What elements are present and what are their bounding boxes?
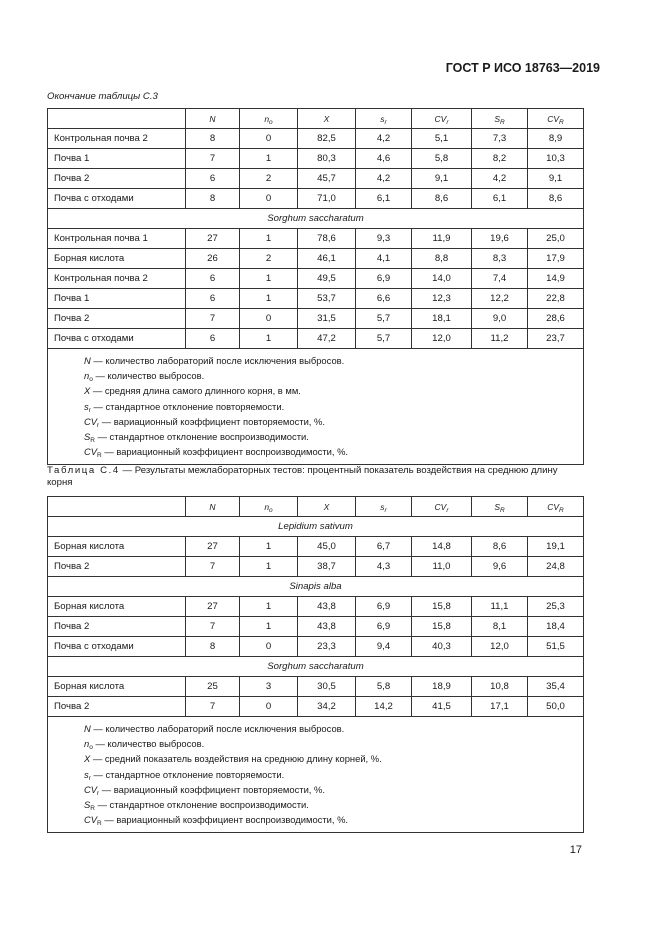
value-cell: 12,0 xyxy=(472,637,528,657)
table-c4 xyxy=(47,496,584,833)
sample-name: Почва 2 xyxy=(48,309,186,329)
species-name: Lepidium sativum xyxy=(48,517,584,537)
column-header xyxy=(472,109,528,129)
column-symbol: CV xyxy=(547,113,560,124)
column-header xyxy=(186,497,240,517)
sample-name: Почва с отходами xyxy=(48,189,186,209)
value-cell: 6,9 xyxy=(356,617,412,637)
column-subscript: R xyxy=(559,506,564,514)
value-cell: 11,9 xyxy=(412,229,472,249)
sample-name: Борная кислота xyxy=(48,597,186,617)
notes-row xyxy=(48,349,584,465)
value-cell: 1 xyxy=(240,149,298,169)
value-cell: 8,9 xyxy=(528,129,584,149)
value-cell: 25,0 xyxy=(528,229,584,249)
table-row xyxy=(48,677,584,697)
note-text: — вариационный коэффициент воспроизводимости, %. xyxy=(101,814,349,826)
value-cell: 8,3 xyxy=(472,249,528,269)
value-cell: 9,6 xyxy=(472,557,528,577)
note-line xyxy=(84,399,583,414)
value-cell: 12,3 xyxy=(412,289,472,309)
column-subscript: r xyxy=(446,506,449,514)
table-row xyxy=(48,597,584,617)
note-symbol: N xyxy=(84,355,91,366)
value-cell: 34,2 xyxy=(298,697,356,717)
note-symbol: X xyxy=(84,385,91,397)
note-line xyxy=(84,782,583,797)
header-row xyxy=(48,497,584,517)
value-cell: 7,4 xyxy=(472,269,528,289)
value-cell: 19,1 xyxy=(528,537,584,557)
column-symbol: CV xyxy=(547,501,560,512)
value-cell: 6 xyxy=(186,329,240,349)
value-cell: 5,8 xyxy=(412,149,472,169)
value-cell: 10,8 xyxy=(472,677,528,697)
table-row xyxy=(48,537,584,557)
table-row xyxy=(48,617,584,637)
sample-name: Почва с отходами xyxy=(48,329,186,349)
note-line xyxy=(84,414,583,429)
value-cell: 82,5 xyxy=(298,129,356,149)
value-cell: 49,5 xyxy=(298,269,356,289)
column-symbol: N xyxy=(209,113,216,124)
table-notes xyxy=(48,717,584,833)
column-subscript: r xyxy=(384,506,387,514)
value-cell: 45,0 xyxy=(298,537,356,557)
value-cell: 8,2 xyxy=(472,149,528,169)
header-cell-blank xyxy=(48,497,186,517)
note-text: — стандартное отклонение воспроизводимости. xyxy=(94,799,309,811)
value-cell: 11,2 xyxy=(472,329,528,349)
value-cell: 8,6 xyxy=(472,537,528,557)
table-row xyxy=(48,149,584,169)
column-subscript: о xyxy=(269,506,273,514)
note-symbol: n xyxy=(84,738,90,750)
column-header xyxy=(528,109,584,129)
note-symbol: CV xyxy=(84,446,98,458)
value-cell: 9,4 xyxy=(356,637,412,657)
value-cell: 8 xyxy=(186,129,240,149)
species-row xyxy=(48,209,584,229)
value-cell: 11,1 xyxy=(472,597,528,617)
sample-name: Почва с отходами xyxy=(48,637,186,657)
table-row xyxy=(48,637,584,657)
value-cell: 28,6 xyxy=(528,309,584,329)
value-cell: 7 xyxy=(186,309,240,329)
value-cell: 7 xyxy=(186,557,240,577)
note-text: — стандартное отклонение повторяемости. xyxy=(90,768,285,780)
table-row xyxy=(48,249,584,269)
value-cell: 27 xyxy=(186,537,240,557)
header-cell-blank xyxy=(48,109,186,129)
note-subscript: r xyxy=(97,789,100,797)
note-subscript: R xyxy=(97,820,102,828)
sample-name: Почва 2 xyxy=(48,557,186,577)
value-cell: 8 xyxy=(186,189,240,209)
note-subscript: r xyxy=(97,421,100,429)
value-cell: 6,1 xyxy=(472,189,528,209)
value-cell: 53,7 xyxy=(298,289,356,309)
species-row xyxy=(48,657,584,677)
note-line xyxy=(84,353,583,368)
table-c4-number: Таблица С.4 xyxy=(47,465,120,476)
column-symbol: S xyxy=(494,501,500,512)
value-cell: 6,9 xyxy=(356,269,412,289)
species-name: Sorghum saccharatum xyxy=(48,209,584,229)
note-subscript: r xyxy=(88,406,91,414)
column-symbol: s xyxy=(380,501,385,512)
sample-name: Почва 1 xyxy=(48,289,186,309)
value-cell: 5,7 xyxy=(356,309,412,329)
value-cell: 1 xyxy=(240,557,298,577)
value-cell: 18,4 xyxy=(528,617,584,637)
note-subscript: о xyxy=(89,744,93,752)
value-cell: 4,1 xyxy=(356,249,412,269)
value-cell: 23,3 xyxy=(298,637,356,657)
value-cell: 6 xyxy=(186,269,240,289)
column-header xyxy=(472,497,528,517)
value-cell: 9,1 xyxy=(528,169,584,189)
value-cell: 27 xyxy=(186,597,240,617)
value-cell: 1 xyxy=(240,597,298,617)
table-row xyxy=(48,129,584,149)
note-symbol: s xyxy=(84,768,89,780)
value-cell: 38,7 xyxy=(298,557,356,577)
note-text: — количество выбросов. xyxy=(92,738,205,750)
column-subscript: R xyxy=(499,118,505,126)
table-row xyxy=(48,169,584,189)
value-cell: 14,2 xyxy=(356,697,412,717)
note-line xyxy=(84,444,583,459)
note-text: — стандартное отклонение повторяемости. xyxy=(90,400,285,412)
value-cell: 0 xyxy=(240,637,298,657)
value-cell: 19,6 xyxy=(472,229,528,249)
table-row xyxy=(48,189,584,209)
value-cell: 6 xyxy=(186,289,240,309)
value-cell: 8 xyxy=(186,637,240,657)
note-symbol: CV xyxy=(84,415,98,427)
column-header xyxy=(356,109,412,129)
column-subscript: r xyxy=(384,118,387,126)
value-cell: 1 xyxy=(240,329,298,349)
note-line xyxy=(84,736,583,751)
column-header xyxy=(298,109,356,129)
sample-name: Борная кислота xyxy=(48,677,186,697)
value-cell: 11,0 xyxy=(412,557,472,577)
column-symbol: S xyxy=(494,113,500,124)
column-header xyxy=(528,497,584,517)
note-symbol: S xyxy=(84,799,91,811)
note-line xyxy=(84,721,583,736)
value-cell: 43,8 xyxy=(298,597,356,617)
value-cell: 3 xyxy=(240,677,298,697)
sample-name: Почва 2 xyxy=(48,617,186,637)
value-cell: 80,3 xyxy=(298,149,356,169)
value-cell: 78,6 xyxy=(298,229,356,249)
table-notes xyxy=(48,349,584,465)
table-c4-caption xyxy=(47,465,585,489)
note-symbol: S xyxy=(84,431,91,443)
species-name: Sorghum saccharatum xyxy=(48,657,584,677)
notes-row xyxy=(48,717,584,833)
value-cell: 47,2 xyxy=(298,329,356,349)
value-cell: 14,0 xyxy=(412,269,472,289)
column-subscript: R xyxy=(499,506,505,514)
column-header xyxy=(298,497,356,517)
note-line xyxy=(84,797,583,812)
column-symbol: n xyxy=(264,113,270,124)
value-cell: 31,5 xyxy=(298,309,356,329)
value-cell: 14,9 xyxy=(528,269,584,289)
value-cell: 7,3 xyxy=(472,129,528,149)
value-cell: 5,1 xyxy=(412,129,472,149)
column-symbol: N xyxy=(209,501,216,512)
table-row xyxy=(48,557,584,577)
value-cell: 4,2 xyxy=(356,129,412,149)
value-cell: 51,5 xyxy=(528,637,584,657)
note-symbol: X xyxy=(84,753,91,765)
value-cell: 35,4 xyxy=(528,677,584,697)
value-cell: 5,8 xyxy=(356,677,412,697)
column-symbol: X xyxy=(323,113,330,124)
column-subscript: r xyxy=(446,118,449,126)
species-row xyxy=(48,577,584,597)
table-row xyxy=(48,697,584,717)
table-row xyxy=(48,229,584,249)
column-symbol: n xyxy=(264,501,270,512)
page-number: 17 xyxy=(569,844,582,856)
value-cell: 14,8 xyxy=(412,537,472,557)
value-cell: 8,1 xyxy=(472,617,528,637)
value-cell: 46,1 xyxy=(298,249,356,269)
value-cell: 23,7 xyxy=(528,329,584,349)
value-cell: 1 xyxy=(240,289,298,309)
column-subscript: о xyxy=(269,118,273,126)
value-cell: 1 xyxy=(240,617,298,637)
value-cell: 7 xyxy=(186,697,240,717)
species-row xyxy=(48,517,584,537)
value-cell: 6 xyxy=(186,169,240,189)
value-cell: 8,6 xyxy=(412,189,472,209)
note-subscript: R xyxy=(97,452,102,460)
column-symbol: s xyxy=(380,113,385,124)
sample-name: Контрольная почва 2 xyxy=(48,269,186,289)
value-cell: 5,7 xyxy=(356,329,412,349)
value-cell: 18,1 xyxy=(412,309,472,329)
value-cell: 22,8 xyxy=(528,289,584,309)
table-row xyxy=(48,289,584,309)
value-cell: 50,0 xyxy=(528,697,584,717)
value-cell: 17,1 xyxy=(472,697,528,717)
table-row xyxy=(48,309,584,329)
value-cell: 1 xyxy=(240,229,298,249)
document-code: ГОСТ Р ИСО 18763—2019 xyxy=(445,61,600,75)
note-subscript: R xyxy=(90,437,95,445)
value-cell: 10,3 xyxy=(528,149,584,169)
note-text: — вариационный коэффициент воспроизводимости, %. xyxy=(101,446,349,458)
table-row xyxy=(48,329,584,349)
column-symbol: CV xyxy=(434,501,447,512)
column-header xyxy=(240,497,298,517)
value-cell: 4,2 xyxy=(472,169,528,189)
value-cell: 1 xyxy=(240,537,298,557)
column-header xyxy=(186,109,240,129)
table-c4-title: — Результаты межлабораторных тестов: процентный показатель воздействия на среднюю длину корня xyxy=(47,465,558,488)
value-cell: 0 xyxy=(240,309,298,329)
table-c3 xyxy=(47,108,584,465)
note-subscript: R xyxy=(90,805,95,813)
note-text: — количество выбросов. xyxy=(92,370,205,382)
note-text: — количество лабораторий после исключения выбросов. xyxy=(90,723,345,734)
note-symbol: CV xyxy=(84,814,98,826)
note-text: — средняя длина самого длинного корня, в мм. xyxy=(90,385,301,397)
value-cell: 17,9 xyxy=(528,249,584,269)
note-symbol: s xyxy=(84,400,89,412)
value-cell: 8,8 xyxy=(412,249,472,269)
value-cell: 71,0 xyxy=(298,189,356,209)
value-cell: 0 xyxy=(240,189,298,209)
column-header xyxy=(356,497,412,517)
value-cell: 41,5 xyxy=(412,697,472,717)
note-text: — стандартное отклонение воспроизводимости. xyxy=(94,431,309,443)
value-cell: 9,3 xyxy=(356,229,412,249)
value-cell: 12,2 xyxy=(472,289,528,309)
header-row xyxy=(48,109,584,129)
value-cell: 2 xyxy=(240,169,298,189)
value-cell: 15,8 xyxy=(412,597,472,617)
sample-name: Контрольная почва 2 xyxy=(48,129,186,149)
value-cell: 25 xyxy=(186,677,240,697)
note-symbol: n xyxy=(84,370,90,382)
column-header xyxy=(412,109,472,129)
value-cell: 45,7 xyxy=(298,169,356,189)
value-cell: 4,2 xyxy=(356,169,412,189)
note-symbol: N xyxy=(84,723,91,734)
value-cell: 43,8 xyxy=(298,617,356,637)
note-symbol: CV xyxy=(84,783,98,795)
note-subscript: о xyxy=(89,376,93,384)
value-cell: 1 xyxy=(240,269,298,289)
value-cell: 4,3 xyxy=(356,557,412,577)
value-cell: 40,3 xyxy=(412,637,472,657)
column-symbol: X xyxy=(323,501,330,512)
table-row xyxy=(48,269,584,289)
value-cell: 7 xyxy=(186,149,240,169)
note-line xyxy=(84,812,583,827)
column-subscript: R xyxy=(559,118,564,126)
sample-name: Борная кислота xyxy=(48,537,186,557)
value-cell: 6,9 xyxy=(356,597,412,617)
value-cell: 6,6 xyxy=(356,289,412,309)
column-symbol: CV xyxy=(434,113,447,124)
value-cell: 8,6 xyxy=(528,189,584,209)
value-cell: 0 xyxy=(240,129,298,149)
value-cell: 0 xyxy=(240,697,298,717)
note-line xyxy=(84,429,583,444)
note-line xyxy=(84,767,583,782)
column-header xyxy=(412,497,472,517)
note-text: — средний показатель воздействия на среднюю длину корней, %. xyxy=(90,753,382,765)
sample-name: Почва 2 xyxy=(48,169,186,189)
table-c3-caption: Окончание таблицы С.3 xyxy=(47,91,158,102)
value-cell: 9,0 xyxy=(472,309,528,329)
value-cell: 26 xyxy=(186,249,240,269)
note-text: — вариационный коэффициент повторяемости, %. xyxy=(99,783,325,795)
value-cell: 4,6 xyxy=(356,149,412,169)
value-cell: 9,1 xyxy=(412,169,472,189)
note-subscript: r xyxy=(88,774,91,782)
value-cell: 6,7 xyxy=(356,537,412,557)
value-cell: 27 xyxy=(186,229,240,249)
value-cell: 12,0 xyxy=(412,329,472,349)
column-header xyxy=(240,109,298,129)
sample-name: Почва 1 xyxy=(48,149,186,169)
sample-name: Контрольная почва 1 xyxy=(48,229,186,249)
value-cell: 2 xyxy=(240,249,298,269)
note-line xyxy=(84,383,583,398)
sample-name: Почва 2 xyxy=(48,697,186,717)
note-text: — количество лабораторий после исключения выбросов. xyxy=(90,355,345,366)
note-line xyxy=(84,751,583,766)
note-text: — вариационный коэффициент повторяемости, %. xyxy=(99,415,325,427)
species-name: Sinapis alba xyxy=(48,577,584,597)
value-cell: 18,9 xyxy=(412,677,472,697)
value-cell: 7 xyxy=(186,617,240,637)
value-cell: 25,3 xyxy=(528,597,584,617)
value-cell: 15,8 xyxy=(412,617,472,637)
note-line xyxy=(84,368,583,383)
value-cell: 24,8 xyxy=(528,557,584,577)
sample-name: Борная кислота xyxy=(48,249,186,269)
value-cell: 30,5 xyxy=(298,677,356,697)
value-cell: 6,1 xyxy=(356,189,412,209)
